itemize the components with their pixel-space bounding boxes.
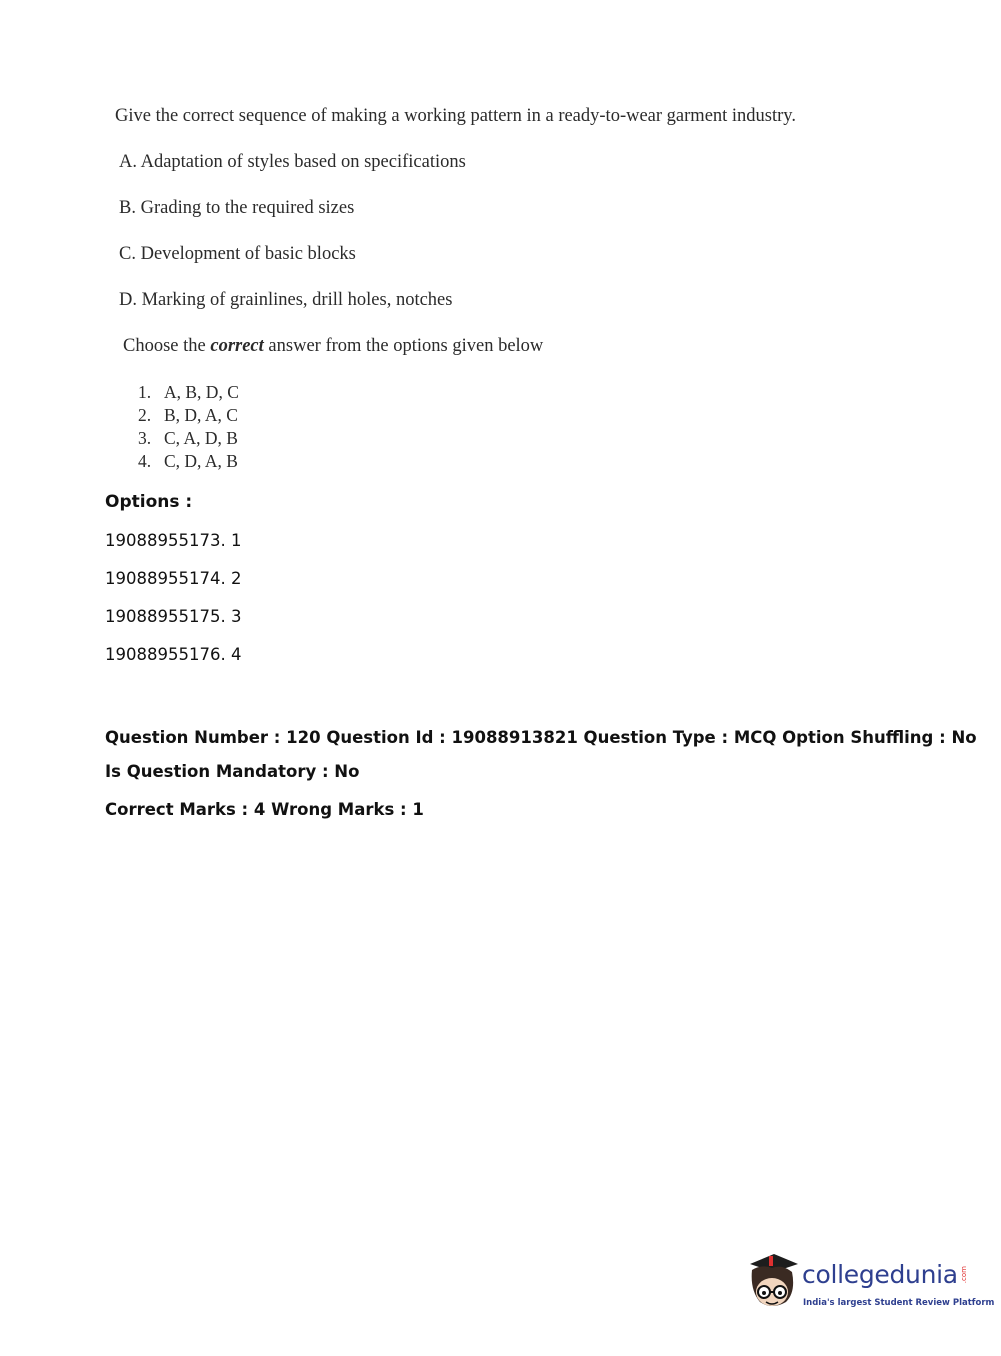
statement-d: D. Marking of grainlines, drill holes, notches [119,290,453,310]
option-item: 19088955176. 4 [105,645,242,664]
statement-a: A. Adaptation of styles based on specifications [119,152,466,172]
choose-instruction: Choose the correct answer from the options given below [123,336,544,356]
logo-tagline: India's largest Student Review Platform [803,1298,995,1308]
mascot-icon [742,1250,802,1320]
options-heading: Options : [105,492,193,512]
logo-suffix: .com [960,1266,968,1284]
answer-list-item: 4. C, D, A, B [138,451,238,471]
answer-list-item: 3. C, A, D, B [138,428,238,448]
answer-list [138,381,239,473]
question-metadata: Question Number : 120 Question Id : 19088913821 Question Type : MCQ Option Shuffling : No [105,728,977,747]
answer-list-item: 1. A, B, D, C [138,382,239,402]
mandatory-info: Is Question Mandatory : No [105,762,360,781]
collegedunia-logo [742,1250,995,1320]
answer-list-item: 2. B, D, A, C [138,405,238,425]
marks-info: Correct Marks : 4 Wrong Marks : 1 [105,800,424,819]
logo-name: collegedunia [802,1260,958,1289]
option-item: 19088955175. 3 [105,607,242,626]
question-text: Give the correct sequence of making a working pattern in a ready-to-wear garment industry. [115,106,796,126]
statement-b: B. Grading to the required sizes [119,198,355,218]
option-item: 19088955173. 1 [105,531,242,550]
option-item: 19088955174. 2 [105,569,242,588]
statement-c: C. Development of basic blocks [119,244,356,264]
